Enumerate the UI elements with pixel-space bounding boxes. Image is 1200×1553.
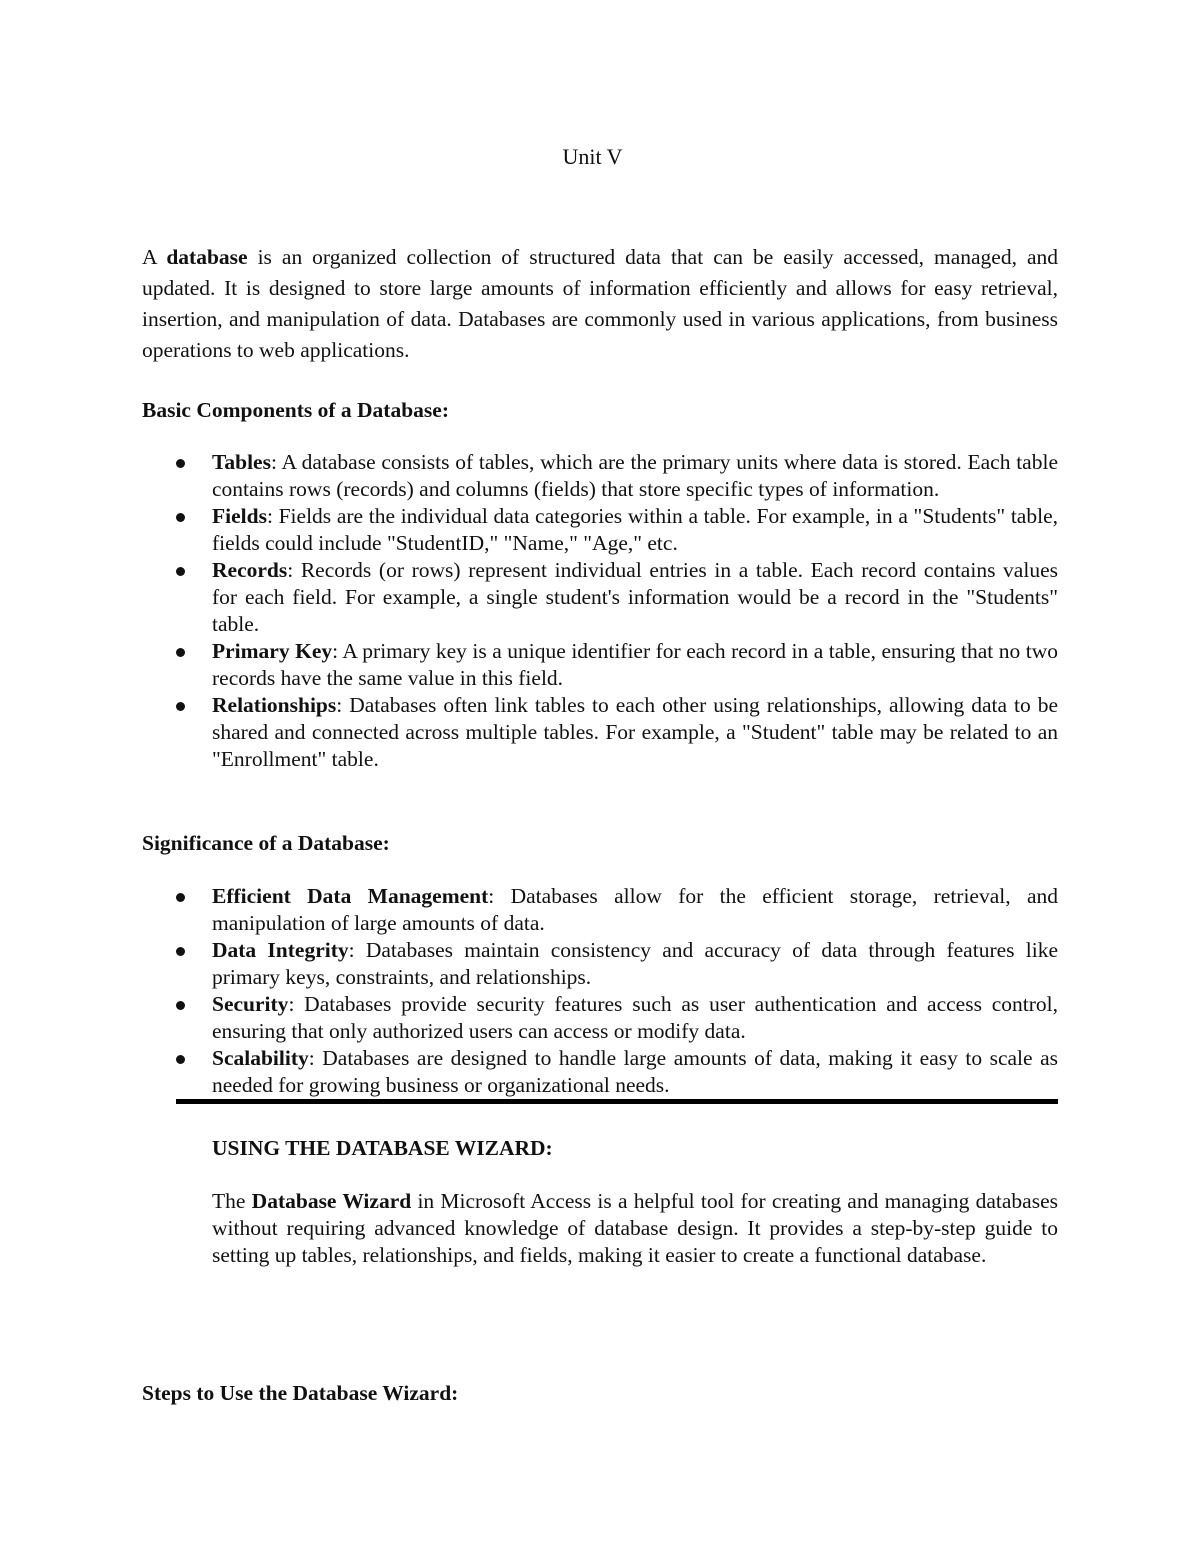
bullet-icon (176, 1055, 185, 1064)
steps-heading: Steps to Use the Database Wizard: (142, 1381, 459, 1405)
item-text: : Records (or rows) represent individual entries in a table. Each record contains values for each field. For example, a single student's information would be a record in the "Students" table. (212, 558, 1058, 636)
intro-prefix: A (142, 245, 167, 269)
item-text: : Databases maintain consistency and accuracy of data through features like primary keys, constraints, and relationships. (212, 938, 1059, 989)
significance-heading: Significance of a Database: (142, 831, 390, 855)
item-text: : Databases provide security features such as user authentication and access control, ensuring that only authorized users can access or modify data. (212, 992, 1058, 1043)
item-text: : Fields are the individual data categories within a table. For example, in a "Students" table, fields could include "StudentID," "Name," "Age," etc. (212, 504, 1058, 555)
list-item-efficient-data-management (142, 883, 1058, 937)
list-item-scalability (142, 1045, 1058, 1099)
item-text: : Databases are designed to handle large amounts of data, making it easy to scale as needed for growing business or organizational needs. (212, 1046, 1058, 1097)
list-item-primary-key (142, 638, 1058, 692)
item-term: Efficient Data Management (212, 884, 489, 908)
item-text: : A primary key is a unique identifier for each record in a table, ensuring that no two records have the same value in this field. (212, 639, 1059, 690)
wizard-text: in Microsoft Access is a helpful tool for creating and managing databases without requiring advanced knowledge of database design. It provides a step-by-step guide to setting up tables, relationships, and fields, making it easier to create a functional database. (212, 1189, 1058, 1267)
intro-paragraph (142, 242, 1058, 366)
list-item-relationships (142, 692, 1058, 773)
bullet-icon (176, 1001, 185, 1010)
list-item-records (142, 557, 1058, 638)
page-title: Unit V (562, 144, 623, 169)
item-text: : A database consists of tables, which are the primary units where data is stored. Each table contains rows (records) and columns (fields) that store specific types of information. (212, 450, 1058, 501)
bullet-icon (176, 648, 185, 657)
item-term: Tables (212, 450, 271, 474)
bullet-icon (176, 513, 185, 522)
bullet-icon (176, 702, 185, 711)
components-heading: Basic Components of a Database: (142, 398, 449, 422)
item-term: Relationships (212, 693, 337, 717)
bullet-icon (176, 567, 185, 576)
intro-text: is an organized collection of structured data that can be easily accessed, managed, and updated. It is designed to store large amounts of information efficiently and allows for easy retrieval, insertion, and manipulation of data. Databases are commonly used in various applications, from business operations to web applications. (142, 245, 1059, 362)
list-item-security (142, 991, 1058, 1045)
wizard-heading: USING THE DATABASE WIZARD: (212, 1136, 553, 1160)
item-term: Data Integrity (212, 938, 349, 962)
wizard-term: Database Wizard (251, 1189, 412, 1213)
item-text: : Databases allow for the efficient storage, retrieval, and manipulation of large amounts of data. (212, 884, 1058, 935)
item-term: Records (212, 558, 288, 582)
item-term: Security (212, 992, 289, 1016)
item-term: Primary Key (212, 639, 333, 663)
item-term: Fields (212, 504, 267, 528)
significance-list (142, 883, 1058, 1099)
components-list (142, 449, 1058, 773)
list-item-data-integrity (142, 937, 1058, 991)
wizard-paragraph (212, 1188, 1058, 1269)
list-item-fields (142, 503, 1058, 557)
intro-term: database (166, 245, 248, 269)
wizard-prefix: The (212, 1189, 252, 1213)
list-item-tables (142, 449, 1058, 503)
bullet-icon (176, 459, 185, 468)
item-term: Scalability (212, 1046, 309, 1070)
item-text: : Databases often link tables to each other using relationships, allowing data to be shared and connected across multiple tables. For example, a "Student" table may be related to an "Enrollment" table. (212, 693, 1058, 771)
section-divider (176, 1099, 1058, 1104)
bullet-icon (176, 947, 185, 956)
bullet-icon (176, 893, 185, 902)
